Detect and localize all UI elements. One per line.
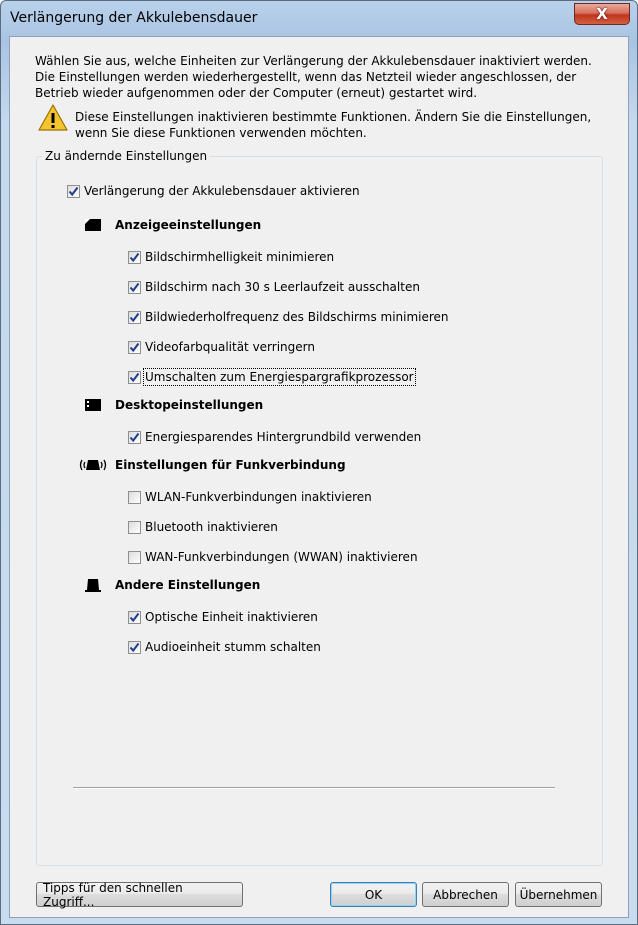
checkbox-row-desktop-0[interactable] — [128, 430, 421, 444]
display-icon — [84, 217, 112, 233]
section-other-title: Andere Einstellungen — [115, 578, 261, 592]
checkbox-display-0[interactable] — [128, 251, 141, 264]
device-icon — [84, 577, 112, 593]
apply-button[interactable]: Übernehmen — [515, 882, 602, 907]
desktop-icon — [84, 397, 112, 413]
checkbox-row-other-1[interactable] — [128, 640, 321, 654]
checkbox-other-0[interactable] — [128, 611, 141, 624]
checkbox-label-wireless-1: Bluetooth inaktivieren — [145, 520, 278, 534]
section-display — [84, 217, 261, 233]
checkbox-desktop-0[interactable] — [128, 431, 141, 444]
checkbox-row-wireless-2[interactable] — [128, 550, 418, 564]
window-title: Verlängerung der Akkulebensdauer — [10, 10, 258, 26]
master-checkbox-row[interactable] — [67, 184, 360, 198]
close-icon: X — [596, 5, 608, 23]
checkbox-row-wireless-0[interactable] — [128, 490, 372, 504]
checkbox-label-display-0: Bildschirmhelligkeit minimieren — [145, 250, 335, 264]
checkbox-row-other-0[interactable] — [128, 610, 318, 624]
intro-text: Wählen Sie aus, welche Einheiten zur Verlängerung der Akkulebensdauer inaktiviert werden. Die Einstellungen werden wiederhergestellt, wenn das Netzteil wieder angeschlossen, der Betrieb wieder aufgenommen oder der Computer (erneut) gestartet wird. — [35, 54, 592, 100]
section-desktop-title: Desktopeinstellungen — [115, 398, 264, 412]
wireless-icon — [78, 457, 112, 473]
checkbox-display-3[interactable] — [128, 341, 141, 354]
master-checkbox[interactable] — [67, 185, 80, 198]
title-bar[interactable] — [1, 1, 637, 35]
checkbox-wireless-2[interactable] — [128, 551, 141, 564]
separator-line — [73, 787, 555, 789]
checkbox-display-1[interactable] — [128, 281, 141, 294]
checkbox-row-display-3[interactable] — [128, 340, 315, 354]
group-label: Zu ändernde Einstellungen — [42, 149, 210, 163]
checkbox-label-display-2: Bildwiederholfrequenz des Bildschirms minimieren — [145, 310, 449, 324]
checkbox-other-1[interactable] — [128, 641, 141, 654]
checkbox-display-4[interactable] — [128, 371, 141, 384]
close-button[interactable] — [574, 3, 630, 25]
checkbox-label-display-3: Videofarbqualität verringern — [145, 340, 315, 354]
checkbox-wireless-1[interactable] — [128, 521, 141, 534]
master-checkbox-label: Verlängerung der Akkulebensdauer aktivieren — [84, 184, 360, 198]
warning-icon — [37, 103, 69, 133]
checkbox-label-other-1: Audioeinheit stumm schalten — [145, 640, 321, 654]
section-desktop — [84, 397, 263, 413]
cancel-button[interactable]: Abbrechen — [422, 882, 509, 907]
checkbox-label-display-1: Bildschirm nach 30 s Leerlaufzeit ausschalten — [145, 280, 420, 294]
section-wireless — [78, 457, 346, 473]
checkbox-row-display-2[interactable] — [128, 310, 449, 324]
checkbox-label-other-0: Optische Einheit inaktivieren — [145, 610, 318, 624]
checkbox-row-display-1[interactable] — [128, 280, 420, 294]
section-wireless-title: Einstellungen für Funkverbindung — [115, 458, 346, 472]
checkbox-label-wireless-0: WLAN-Funkverbindungen inaktivieren — [145, 490, 372, 504]
checkbox-row-wireless-1[interactable] — [128, 520, 278, 534]
checkbox-label-wireless-2: WAN-Funkverbindungen (WWAN) inaktivieren — [145, 550, 418, 564]
checkbox-label-display-4: Umschalten zum Energiespargrafikprozessor — [145, 370, 414, 384]
ok-button[interactable]: OK — [330, 882, 417, 907]
checkbox-display-2[interactable] — [128, 311, 141, 324]
warning-text: Diese Einstellungen inaktivieren bestimmte Funktionen. Ändern Sie die Einstellungen, wenn Sie diese Funktionen verwenden möchten. — [75, 110, 592, 140]
dialog-client — [9, 36, 629, 918]
checkbox-row-display-4[interactable] — [128, 370, 414, 384]
section-display-title: Anzeigeeinstellungen — [115, 218, 262, 232]
section-other — [84, 577, 260, 593]
tips-button[interactable]: Tipps für den schnellen Zugriff... — [36, 882, 243, 907]
checkbox-row-display-0[interactable] — [128, 250, 334, 264]
checkbox-label-desktop-0: Energiesparendes Hintergrundbild verwenden — [145, 430, 422, 444]
checkbox-wireless-0[interactable] — [128, 491, 141, 504]
